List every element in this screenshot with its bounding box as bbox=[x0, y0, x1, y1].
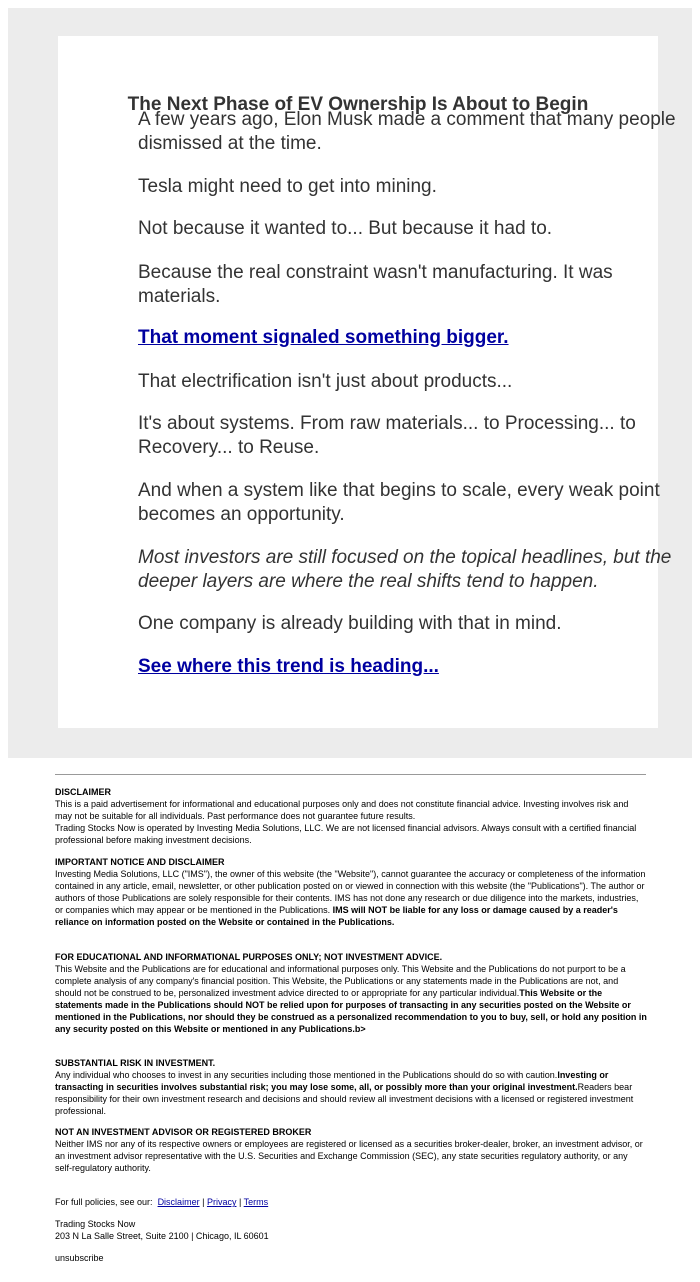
disclaimer-link[interactable]: Disclaimer bbox=[157, 1197, 200, 1207]
footer-divider bbox=[55, 774, 646, 775]
company-info bbox=[55, 1218, 647, 1242]
paragraph-investors: Most investors are still focused on the topical headlines, but the deeper layers are where the real shifts tend to happen. bbox=[138, 547, 672, 592]
paragraph-mining: Tesla might need to get into mining. bbox=[138, 176, 437, 197]
notice-heading: IMPORTANT NOTICE AND DISCLAIMER bbox=[55, 857, 225, 867]
disclaimer-section bbox=[55, 786, 647, 846]
disclaimer-text: This is a paid advertisement for informational and educational purposes only and does not constitute financial advice. Investing involves risk and may not be suitable for all individuals. Past performance does not guarantee future results. bbox=[55, 799, 629, 821]
paragraph-constraint: Because the real constraint wasn't manufacturing. It was materials. bbox=[138, 262, 613, 307]
paragraph-intro: A few years ago, Elon Musk made a comment that many people dismissed at the time. bbox=[138, 109, 676, 154]
privacy-link[interactable]: Privacy bbox=[206, 1197, 237, 1207]
risk-section bbox=[55, 1057, 647, 1117]
educational-bold-text: This Website or the statements made in the Publications should NOT be relied upon for purposes of transacting in any securities posted on the Website or mentioned in the Publications, nor should they be construed as a personalized recommendation to you to buy, sell, or hold any position in any security posted on this Website or mentioned in any Publications.b> bbox=[55, 988, 647, 1034]
paragraph-company: One company is already building with that in mind. bbox=[138, 613, 562, 634]
notice-text: Investing Media Solutions, LLC ("IMS"), the owner of this website (the "Website"), cannot guarantee the accuracy or completeness of the information contained in any article, email, newsletter, or other publication posted on or viewed in connection with this website (the "Publications"). The author or authors of those Publications are solely responsible for their contents. IMS has not done any research or due diligence into the markets, industries, or companies which may appear or be mentioned in the Publications. bbox=[55, 869, 646, 915]
terms-link[interactable]: Terms bbox=[243, 1197, 269, 1207]
paragraph-systems: It's about systems. From raw materials... to Processing... to Recovery... to Reuse. bbox=[138, 413, 636, 458]
paragraph-electrification: That electrification isn't just about products... bbox=[138, 371, 513, 392]
disclaimer-operator-text: Trading Stocks Now is operated by Investing Media Solutions, LLC. We are not licensed financial advisors. Always consult with a certified financial professional before making investment decisions. bbox=[55, 823, 637, 845]
notice-bold-text: IMS will NOT be liable for any loss or damage caused by a reader's reliance on information posted on the Website or contained in the Publications. bbox=[55, 905, 618, 927]
risk-text-2: Readers bear responsibility for their own investment research and decisions and should review all investment decisions with a licensed or registered investment professional. bbox=[55, 1082, 634, 1116]
unsubscribe-line bbox=[55, 1252, 647, 1264]
disclaimer-heading: DISCLAIMER bbox=[55, 787, 111, 797]
cta-link-signal[interactable]: That moment signaled something bigger. bbox=[138, 327, 509, 348]
advisor-section bbox=[55, 1126, 647, 1174]
unsubscribe-link[interactable]: unsubscribe bbox=[55, 1253, 104, 1263]
company-address: 203 N La Salle Street, Suite 2100 | Chicago, IL 60601 bbox=[55, 1231, 269, 1241]
cta-link-trend[interactable]: See where this trend is heading... bbox=[138, 656, 439, 677]
email-background bbox=[8, 8, 692, 758]
content-card bbox=[58, 36, 676, 728]
policies-prefix: For full policies, see our: bbox=[55, 1197, 153, 1207]
risk-text: Any individual who chooses to invest in any securities including those mentioned in the Publications should do so with caution. bbox=[55, 1070, 558, 1080]
headline: The Next Phase of EV Ownership Is About to Begin bbox=[127, 94, 589, 115]
separator: | bbox=[202, 1197, 205, 1207]
educational-heading: FOR EDUCATIONAL AND INFORMATIONAL PURPOSES ONLY; NOT INVESTMENT ADVICE. bbox=[55, 952, 443, 962]
paragraph-not-because: Not because it wanted to... But because it had to. bbox=[138, 218, 553, 239]
advisor-heading: NOT AN INVESTMENT ADVISOR OR REGISTERED BROKER bbox=[55, 1127, 312, 1137]
policies-line bbox=[55, 1196, 647, 1208]
advisor-text: Neither IMS nor any of its respective owners or employees are registered or licensed as a securities broker-dealer, broker, an investment advisor, or an investment advisor representative with the U.S. Securities and Exchange Commission (SEC), any state securities regulatory authority, or any self-regulatory authority. bbox=[55, 1139, 643, 1173]
notice-section bbox=[55, 856, 647, 928]
risk-heading: SUBSTANTIAL RISK IN INVESTMENT. bbox=[55, 1058, 216, 1068]
risk-bold-text: Investing or transacting in securities involves substantial risk; you may lose some, all, or possibly more than your original investment. bbox=[55, 1070, 609, 1092]
educational-text: This Website and the Publications are for educational and informational purposes only. This Website and the Publications do not purport to be a complete analysis of any company's financial position. This Website, the Publications or any statements made in the Publications are not, and should not be construed to be, personalized investment advice directed to or appropriate for any particular individual. bbox=[55, 964, 626, 998]
paragraph-opportunity: And when a system like that begins to scale, every weak point becomes an opportunity. bbox=[138, 480, 660, 525]
company-name: Trading Stocks Now bbox=[55, 1219, 136, 1229]
educational-section bbox=[55, 951, 647, 1035]
separator: | bbox=[238, 1197, 242, 1207]
